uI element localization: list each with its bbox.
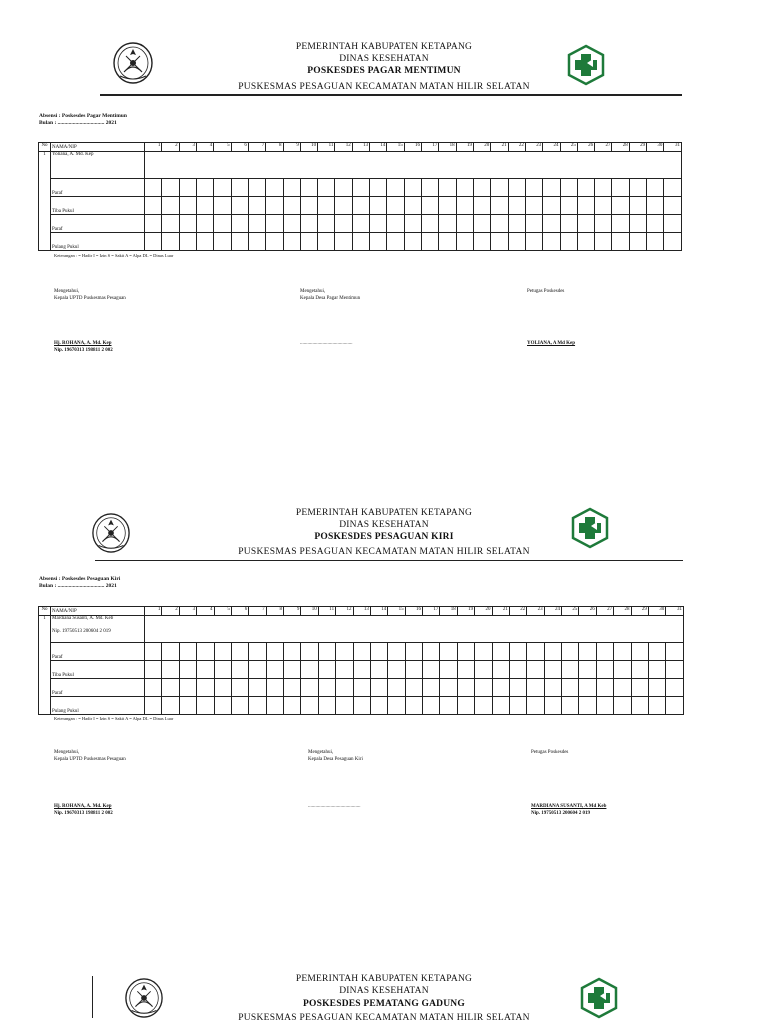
col-header-day: 20 (475, 607, 492, 616)
sig-left-line1: Mengetahui, (54, 750, 80, 755)
col-header-day: 3 (179, 607, 196, 616)
col-header-no: No (39, 143, 51, 152)
col-header-day: 13 (353, 607, 370, 616)
col-header-day: 7 (248, 143, 265, 152)
health-cross-icon (579, 977, 619, 1019)
row-label: Paraf (51, 215, 145, 233)
row-label: Paraf (51, 179, 145, 197)
col-header-day: 8 (266, 143, 283, 152)
col-header-day: 5 (214, 143, 231, 152)
col-header-day: 29 (631, 607, 648, 616)
col-header-day: 1 (145, 143, 162, 152)
header-government: PEMERINTAH KABUPATEN KETAPANG (295, 974, 473, 984)
col-header-day: 14 (370, 607, 387, 616)
sig-left-line1: Mengetahui, (54, 289, 80, 294)
signer-right-name: YOLIANA, A Md Kep (527, 341, 576, 346)
col-header-day: 28 (612, 143, 629, 152)
header-government: PEMERINTAH KABUPATEN KETAPANG (295, 508, 473, 518)
sig-mid-line1: Mengetahui, (300, 289, 326, 294)
header-puskesmas: PUSKESMAS PESAGUAN KECAMATAN MATAN HILIR SELATAN (238, 547, 530, 557)
col-header-day: 12 (335, 143, 352, 152)
signer-left-nip: Nip. 19670313 198811 2 002 (54, 810, 113, 816)
col-header-day: 10 (300, 143, 317, 152)
staff-nip: Nip. 19750513 200604 2 019 (52, 629, 111, 634)
col-header-day: 22 (509, 607, 526, 616)
col-header-day: 21 (492, 607, 509, 616)
col-header-day: 24 (543, 143, 560, 152)
col-header-day: 23 (527, 607, 544, 616)
col-header-day: 22 (508, 143, 525, 152)
sig-left-line2: Kepala UPTD Puskesmas Pesaguan (54, 756, 126, 762)
col-header-day: 2 (162, 607, 179, 616)
row-label: Pulang Pukul (51, 233, 145, 251)
bulan-label: Bulan : .................................. 2021 (39, 120, 117, 126)
row-number: 1 (39, 616, 51, 715)
col-header-day: 15 (388, 607, 405, 616)
col-header-name: NAMA/NIP (51, 143, 145, 152)
absensi-label: Absensi : Poskesdes Pesaguan Kiri (39, 576, 121, 582)
col-header-name: NAMA/NIP (51, 607, 145, 616)
signer-mid-blank: .......................................... (308, 804, 361, 809)
col-header-day: 25 (562, 607, 579, 616)
header-department: DINAS KESEHATAN (339, 520, 429, 530)
legend: Keterangan : = Hadir I = Izin S = Sakit A = Alpa DL = Dinas Luar (54, 253, 174, 258)
legend: Keterangan : = Hadir I = Izin S = Sakit A = Alpa DL = Dinas Luar (54, 716, 174, 721)
col-header-day: 17 (422, 143, 439, 152)
col-header-day: 19 (456, 143, 473, 152)
col-header-day: 10 (301, 607, 318, 616)
col-header-day: 17 (423, 607, 440, 616)
sig-right-line1: Petugas Poskesdes (531, 750, 569, 755)
col-header-day: 7 (249, 607, 266, 616)
col-header-no: No (39, 607, 51, 616)
col-header-day: 27 (596, 607, 613, 616)
col-header-day: 28 (614, 607, 631, 616)
sig-left-line2: Kepala UPTD Puskesmas Pesaguan (54, 295, 126, 301)
row-number: 1 (39, 152, 51, 251)
sig-mid-line2: Kepala Desa Pesaguan Kiri (308, 756, 363, 762)
col-header-day: 5 (214, 607, 231, 616)
col-header-day: 1 (145, 607, 162, 616)
col-header-day: 9 (283, 143, 300, 152)
bulan-label: Bulan : .................................. 2021 (39, 583, 117, 589)
header-puskesmas: PUSKESMAS PESAGUAN KECAMATAN MATAN HILIR SELATAN (238, 1013, 530, 1023)
signer-left-nip: Nip. 19670313 198811 2 002 (54, 347, 113, 353)
col-header-day: 6 (231, 143, 248, 152)
col-header-day: 14 (370, 143, 387, 152)
signer-right-nip: Nip. 19750513 200604 2 019 (531, 810, 591, 816)
staff-name: Mardiana Susanti, A. Md. Keb (52, 616, 114, 621)
header-government: PEMERINTAH KABUPATEN KETAPANG (295, 42, 473, 52)
col-header-day: 30 (647, 143, 664, 152)
absensi-label: Absensi : Poskesdes Pagar Mentimun (39, 113, 127, 119)
col-header-day: 29 (629, 143, 646, 152)
signer-left-name: Hj. ROHANA, A. Md. Kep (54, 341, 112, 346)
col-header-day: 4 (197, 607, 214, 616)
row-label: Paraf (51, 643, 145, 661)
col-header-day: 16 (405, 607, 422, 616)
signer-mid-blank: .......................................... (300, 341, 353, 346)
col-header-day: 4 (196, 143, 213, 152)
col-header-day: 15 (387, 143, 404, 152)
col-header-day: 9 (284, 607, 301, 616)
staff-name: Yoliana, A. Md. Kep (52, 152, 94, 157)
col-header-day: 25 (560, 143, 577, 152)
col-header-day: 31 (666, 607, 684, 616)
col-header-day: 8 (266, 607, 283, 616)
col-header-day: 12 (336, 607, 353, 616)
header-poskesdes: POSKESDES PEMATANG GADUNG (303, 999, 465, 1009)
col-header-day: 26 (577, 143, 594, 152)
col-header-day: 26 (579, 607, 596, 616)
col-header-day: 21 (491, 143, 508, 152)
row-label: Tiba Pukul (51, 661, 145, 679)
col-header-day: 2 (162, 143, 179, 152)
col-header-day: 13 (352, 143, 369, 152)
col-header-day: 19 (457, 607, 474, 616)
col-header-day: 23 (525, 143, 542, 152)
header-department: DINAS KESEHATAN (339, 986, 429, 996)
row-label: Paraf (51, 679, 145, 697)
sig-mid-line2: Kepala Desa Pagar Mentimun (300, 295, 361, 301)
header-puskesmas: PUSKESMAS PESAGUAN KECAMATAN MATAN HILIR SELATAN (238, 82, 530, 92)
col-header-day: 31 (664, 143, 682, 152)
signer-left-name: Hj. ROHANA, A. Md. Kep (54, 804, 112, 809)
sig-mid-line1: Mengetahui, (308, 750, 334, 755)
col-header-day: 18 (439, 143, 456, 152)
col-header-day: 6 (231, 607, 248, 616)
header-poskesdes: POSKESDES PAGAR MENTIMUN (307, 66, 461, 76)
row-label: Tiba Pukul (51, 197, 145, 215)
col-header-day: 11 (318, 143, 335, 152)
col-header-day: 20 (473, 143, 490, 152)
col-header-day: 30 (648, 607, 665, 616)
col-header-day: 3 (179, 143, 196, 152)
sig-right-line1: Petugas Poskesdes (527, 289, 565, 294)
header-department: DINAS KESEHATAN (339, 54, 429, 64)
header-poskesdes: POSKESDES PESAGUAN KIRI (314, 532, 454, 542)
row-label: Pulang Pukul (51, 697, 145, 715)
col-header-day: 24 (544, 607, 561, 616)
col-header-day: 16 (404, 143, 421, 152)
col-header-day: 11 (318, 607, 335, 616)
col-header-day: 18 (440, 607, 457, 616)
signer-right-name: MARDIANA SUSANTI, A Md Keb (531, 804, 607, 809)
col-header-day: 27 (595, 143, 612, 152)
